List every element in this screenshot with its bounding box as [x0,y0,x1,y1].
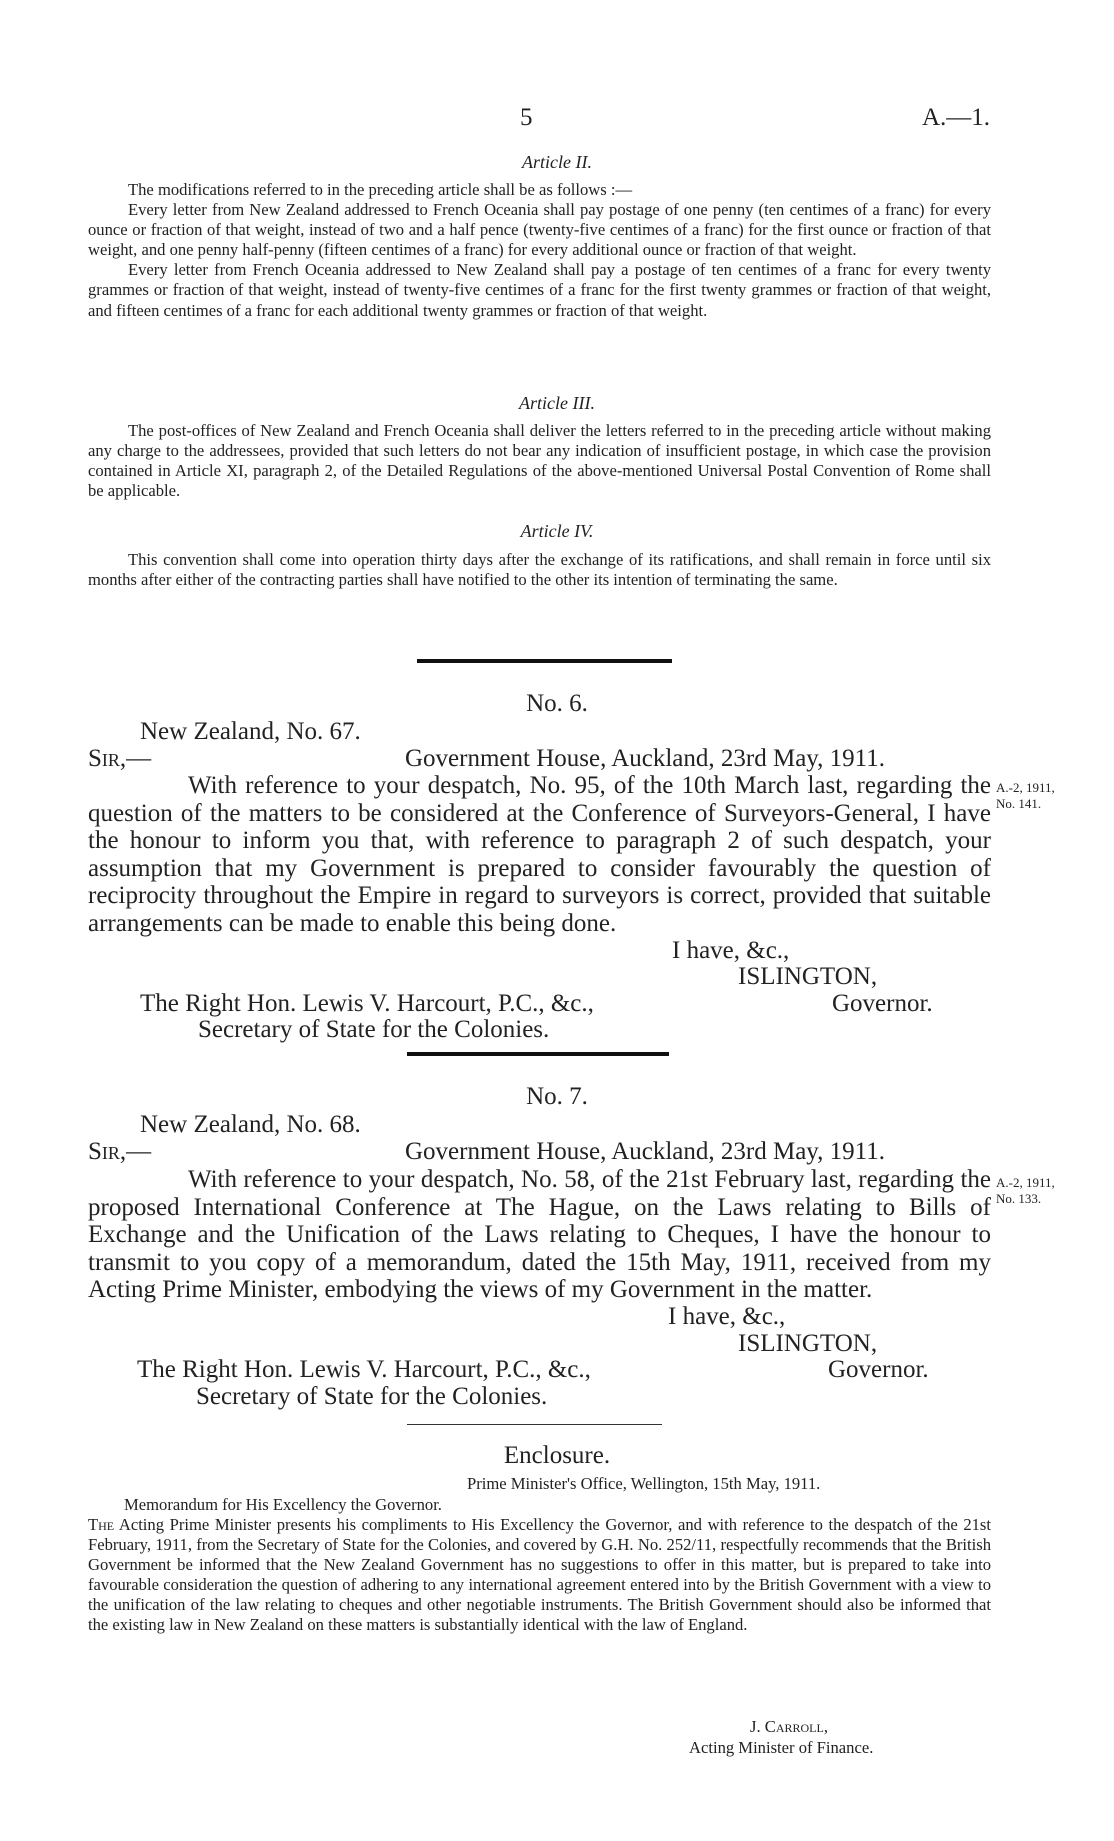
article-2-body [88,180,991,321]
no-6-margin-note [996,780,1076,812]
no-7-place-date: Government House, Auckland, 23rd May, 1911. [405,1138,886,1165]
article-4-heading: Article IV. [520,521,594,541]
no-7-closing: I have, &c., [668,1303,786,1330]
no-7-governor-title: Governor. [828,1356,929,1383]
enclosure-signature: J. Carroll, [750,1717,828,1736]
no-6-body [88,772,991,937]
article-3-text: The post-offices of New Zealand and French Oceania shall deliver the letters referred to in the preceding article without making any charge to the addressees, provided that such letters do not bear any indication of insufficient postage, in which case the provision contained in Article XI, paragraph 2, of the Detailed Regulations of the above-mentioned Universal Postal Convention of Rome shall be applicable. [88,421,991,501]
article-2-para-2: Every letter from French Oceania addressed to New Zealand shall pay a postage of ten centimes of a franc for every twenty grammes or fraction of that weight, instead of twenty-five centimes of a franc for the first twenty grammes or fraction of that weight, and fifteen centimes of a franc for each additional twenty grammes or fraction of that weight. [88,260,991,320]
section-divider-thin [407,1424,662,1425]
enclosure-body-paragraph [88,1515,991,1636]
no-7-margin-note-line-2: No. 133. [996,1191,1042,1206]
no-6-governor-title: Governor. [832,990,933,1017]
no-7-margin-note-line-1: A.-2, 1911, [996,1175,1055,1190]
article-4-body [88,550,991,590]
section-divider [407,1052,669,1056]
page-number: 5 [520,104,533,131]
enclosure-title: Acting Minister of Finance. [689,1738,874,1757]
no-6-reference: New Zealand, No. 67. [140,718,361,745]
article-2-heading: Article II. [522,152,592,172]
no-6-margin-note-line-2: No. 141. [996,796,1042,811]
article-2-para-1: Every letter from New Zealand addressed to French Oceania shall pay postage of one penny (ten centimes of a franc) for every ounce or fraction of that weight, instead of two and a half pence (twenty-five centimes of a franc) for the first ounce or fraction of that weight, and one penny half-penny (fifteen centimes of a franc) for every additional ounce or fraction of that weight. [88,200,991,260]
no-7-addressee-2: Secretary of State for the Colonies. [196,1383,548,1410]
no-6-addressee-1: The Right Hon. Lewis V. Harcourt, P.C., &c., [140,990,594,1017]
section-divider [417,659,672,663]
enclosure-place-date: Prime Minister's Office, Wellington, 15th May, 1911. [467,1474,821,1493]
no-6-signature: ISLINGTON, [738,963,878,990]
enclosure-body [88,1515,991,1636]
enclosure-body-lead: The [88,1515,115,1534]
article-2-intro: The modifications referred to in the preceding article shall be as follows :— [128,180,633,199]
enclosure-body-text: Acting Prime Minister presents his compliments to His Excellency the Governor, and with reference to the despatch of the 21st February, 1911, from the Secretary of State for the Colonies, and covered by G.H. No. 252/11, respectfully recommends that the British Government be informed that the New Zealand Government has no suggestions to offer in this matter, but is prepared to take into favourable consideration the question of adhering to any international agreement entered into by the British Government with a view to the unification of the law relating to cheques and other negotiable instruments. The British Government should also be informed that the existing law in New Zealand on these matters is substantially identical with the law of England. [88,1515,992,1635]
no-6-heading: No. 6. [526,690,588,717]
no-6-addressee-2: Secretary of State for the Colonies. [198,1016,550,1043]
no-6-closing: I have, &c., [672,937,790,964]
article-4-text: This convention shall come into operation thirty days after the exchange of its ratifications, and shall remain in force until six months after either of the contracting parties shall have notified to the other its intention of terminating the same. [88,550,991,590]
no-7-margin-note [996,1175,1076,1207]
no-6-place-date: Government House, Auckland, 23rd May, 1911. [405,745,886,772]
no-7-salutation: Sir,— [88,1138,152,1165]
no-7-heading: No. 7. [526,1083,588,1110]
no-6-margin-note-line-1: A.-2, 1911, [996,780,1055,795]
no-6-salutation: Sir,— [88,745,152,772]
enclosure-memo-line: Memorandum for His Excellency the Governor. [124,1495,442,1514]
article-3-body [88,421,991,501]
paper-reference: A.—1. [921,104,990,131]
no-6-body-text: With reference to your despatch, No. 95, of the 10th March last, regarding the question of the matters to be considered at the Conference of Surveyors-General, I have the honour to inform you that, with reference to paragraph 2 of such despatch, your assumption that my Government is prepared to consider favourably the question of reciprocity throughout the Empire in regard to surveyors is correct, provided that suitable arrangements can be made to enable this being done. [88,772,991,937]
no-7-reference: New Zealand, No. 68. [140,1111,361,1138]
no-7-addressee-1: The Right Hon. Lewis V. Harcourt, P.C., &c., [137,1356,591,1383]
article-3-heading: Article III. [519,393,595,413]
no-7-body-text: With reference to your despatch, No. 58, of the 21st February last, regarding the proposed International Conference at The Hague, on the Laws relating to Bills of Exchange and the Unification of the Laws relating to Cheques, I have the honour to transmit to you copy of a memorandum, dated the 15th May, 1911, received from my Acting Prime Minister, embodying the views of my Government in the matter. [88,1166,991,1303]
no-7-body [88,1166,991,1304]
enclosure-heading: Enclosure. [503,1442,611,1469]
no-7-signature: ISLINGTON, [738,1330,878,1357]
